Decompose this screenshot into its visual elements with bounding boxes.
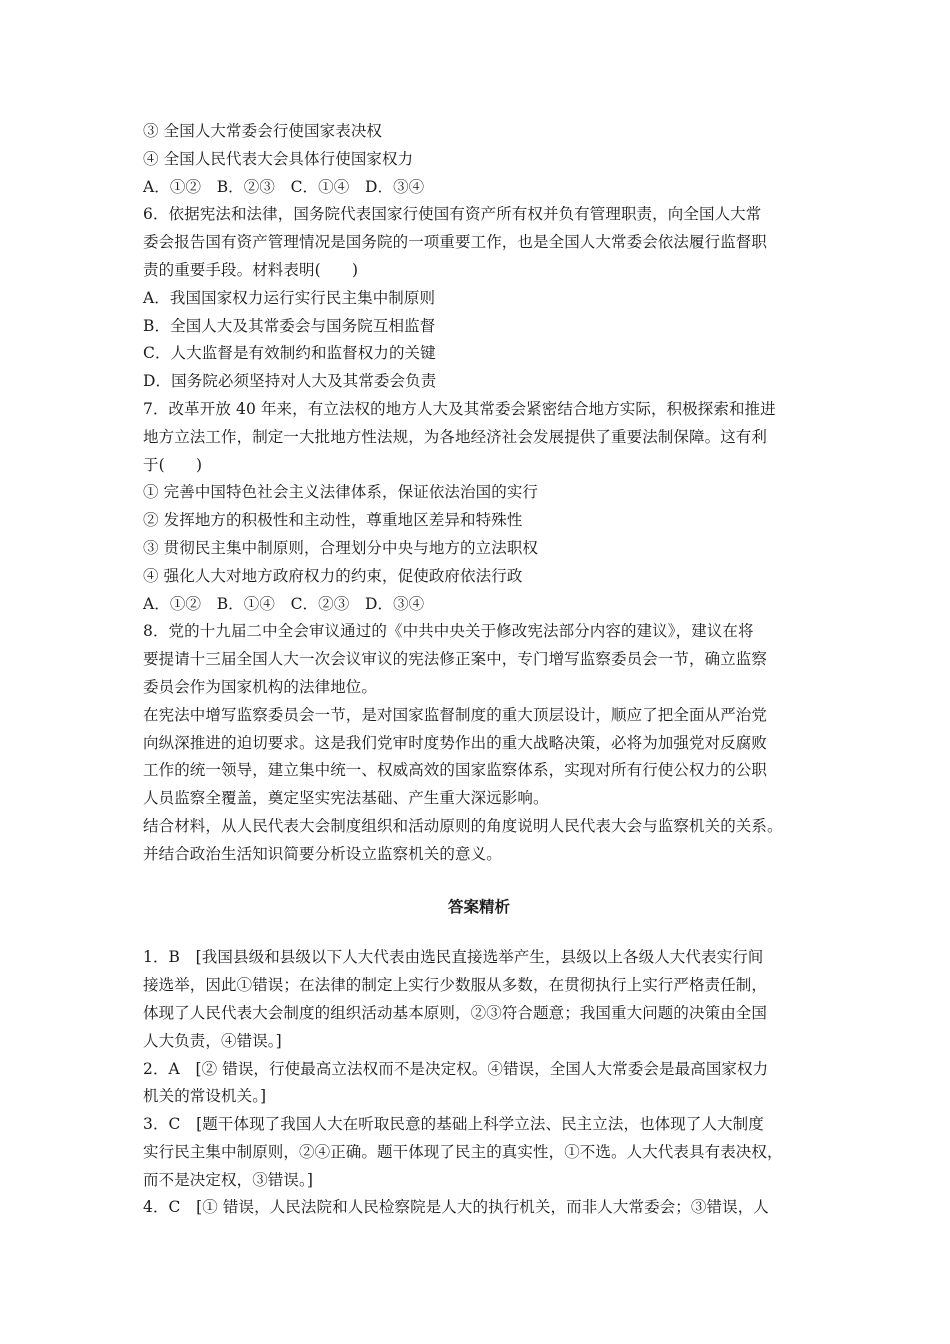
option-line: ② 发挥地方的积极性和主动性，尊重地区差异和特殊性 — [143, 511, 523, 530]
question-6-text: 责的重要手段。材料表明( ) — [143, 260, 359, 279]
answers-section — [143, 944, 815, 1222]
question-8-text: 8．党的十九届二中全会审议通过的《中共中央关于修改宪法部分内容的建议》，建议在将 — [143, 622, 754, 641]
answer-3-text: 而不是决定权，③错误。] — [143, 1170, 313, 1189]
question-8-material: 人员监察全覆盖，奠定坚实宪法基础、产生重大深远影响。 — [143, 789, 549, 808]
answer-choices: A．①② B．①④ C．②③ D．③④ — [143, 594, 425, 613]
question-8-prompt: 结合材料，从人民代表大会制度组织和活动原则的角度说明人民代表大会与监察机关的关系。 — [143, 816, 783, 835]
answer-heading: 答案精析 — [447, 896, 510, 916]
question-7-text: 7．改革开放 40 年来，有立法权的地方人大及其常委会紧密结合地方实际，积极探索和推进 — [143, 399, 776, 418]
option-line: ④ 强化人大对地方政府权力的约束，促使政府依法行政 — [143, 566, 523, 585]
option-line: ④ 全国人民代表大会具体行使国家权力 — [143, 149, 414, 168]
option-line: ③ 贯彻民主集中制原则，合理划分中央与地方的立法职权 — [143, 538, 539, 557]
question-8-text: 委员会作为国家机构的法律地位。 — [143, 677, 378, 696]
question-8-material: 在宪法中增写监察委员会一节，是对国家监督制度的重大顶层设计，顺应了把全面从严治党 — [143, 705, 768, 724]
answer-2-text: 机关的常设机关。] — [143, 1087, 267, 1106]
question-7-text: 地方立法工作，制定一大批地方性法规，为各地经济社会发展提供了重要法制保障。这有利 — [143, 427, 768, 446]
answer-1-text: 人大负责，④错误。] — [143, 1031, 282, 1050]
question-8-prompt: 并结合政治生活知识简要分析设立监察机关的意义。 — [143, 844, 502, 863]
questions-section — [143, 118, 815, 869]
question-6-text: 6．依据宪法和法律，国务院代表国家行使国有资产所有权并负有管理职责，向全国人大常 — [143, 205, 762, 224]
option-line: B．全国人大及其常委会与国务院互相监督 — [143, 316, 436, 335]
answer-1-text: 1．B [我国县级和县级以下人大代表由选民直接选举产生，县级以上各级人大代表实行间 — [143, 948, 764, 967]
answer-1-text: 体现了人民代表大会制度的组织活动基本原则，②③符合题意；我国重大问题的决策由全国 — [143, 1003, 768, 1022]
option-line: A．我国国家权力运行实行民主集中制原则 — [143, 288, 436, 307]
document-page — [143, 118, 815, 1222]
option-line: ① 完善中国特色社会主义法律体系，保证依法治国的实行 — [143, 483, 539, 502]
question-6-text: 委会报告国有资产管理情况是国务院的一项重要工作，也是全国人大常委会依法履行监督职 — [143, 233, 768, 252]
question-8-material: 工作的统一领导，建立集中统一、权威高效的国家监察体系，实现对所有行使公权力的公职 — [143, 761, 768, 780]
answer-choices: A．①② B．②③ C．①④ D．③④ — [143, 177, 425, 196]
option-line: C．人大监督是有效制约和监督权力的关键 — [143, 344, 436, 363]
option-line: ③ 全国人大常委会行使国家表决权 — [143, 122, 383, 140]
option-line: D．国务院必须坚持对人大及其常委会负责 — [143, 372, 437, 391]
question-8-material: 向纵深推进的迫切要求。这是我们党审时度势作出的重大战略决策，必将为加强党对反腐败 — [143, 733, 768, 752]
answer-3-text: 实行民主集中制原则，②④正确。题干体现了民主的真实性，①不选。人大代表具有表决权， — [143, 1142, 783, 1161]
answer-3-text: 3．C [题干体现了我国人大在听取民意的基础上科学立法、民主立法，也体现了人大制度 — [143, 1115, 764, 1134]
answer-4-text: 4．C [① 错误，人民法院和人民检察院是人大的执行机关，而非人大常委会；③错误，人 — [143, 1198, 769, 1217]
question-7-text: 于( ) — [143, 455, 203, 474]
answer-1-text: 接选举，因此①错误；在法律的制定上实行少数服从多数，在贯彻执行上实行严格责任制， — [143, 976, 768, 995]
answer-2-text: 2．A [② 错误，行使最高立法权而不是决定权。④错误，全国人大常委会是最高国家权力 — [143, 1059, 769, 1078]
question-8-text: 要提请十三届全国人大一次会议审议的宪法修正案中，专门增写监察委员会一节，确立监察 — [143, 650, 768, 669]
